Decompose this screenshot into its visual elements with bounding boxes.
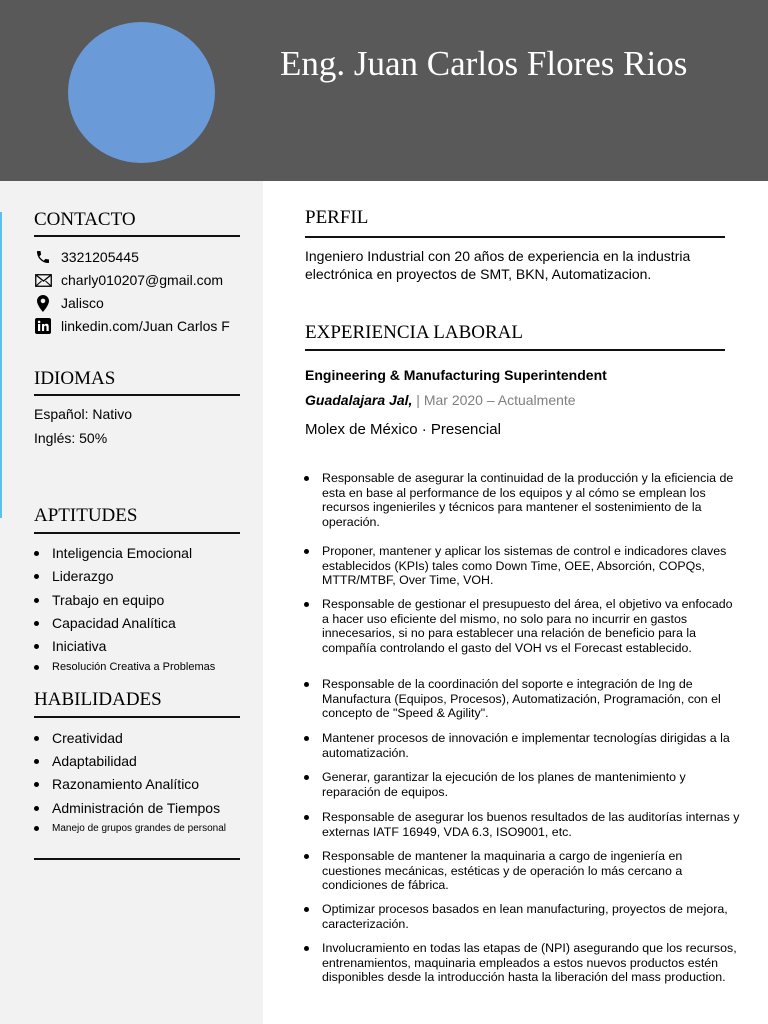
list-item: Generar, garantizar la ejecución de los planes de mantenimiento y reparación de equipos. bbox=[300, 770, 740, 799]
experiencia-divider bbox=[305, 349, 725, 351]
habilidades-divider bbox=[34, 716, 240, 718]
linkedin-icon bbox=[34, 317, 52, 335]
contact-email-text: charly010207@gmail.com bbox=[61, 272, 224, 288]
list-item: Mantener procesos de innovación e implementar tecnologías dirigidas a la automatización. bbox=[300, 731, 740, 760]
aptitudes-title: APTITUDES bbox=[34, 505, 138, 526]
list-item: Adaptabilidad bbox=[34, 753, 137, 769]
list-item: Proponer, mantener y aplicar los sistemas de control e indicadores claves establecidos (KPIs) tales como Down Time, OEE, Absorción, COPQs, MTTR/MTBF, Over Time, VOH. bbox=[300, 544, 740, 588]
aptitudes-divider bbox=[34, 532, 240, 534]
contact-email bbox=[34, 270, 223, 290]
job-date: | Mar 2020 – Actualmente bbox=[416, 392, 576, 408]
contact-location bbox=[34, 293, 104, 313]
list-item: Inteligencia Emocional bbox=[34, 545, 192, 561]
sidebar-accent-line bbox=[0, 212, 2, 518]
mail-icon bbox=[34, 271, 52, 289]
list-item: Razonamiento Analítico bbox=[34, 776, 199, 792]
contact-linkedin-text: linkedin.com/Juan Carlos F bbox=[61, 318, 230, 334]
list-item: Capacidad Analítica bbox=[34, 615, 176, 631]
list-item: Responsable de asegurar la continuidad de la producción y la eficiencia de esta en base al performance de los equipos y al cómo se emplean los recursos ingenieriles y técnicos para mantener el sostenimiento de la operación. bbox=[300, 471, 740, 529]
perfil-text: Ingeniero Industrial con 20 años de experiencia en la industria electrónica en proyectos de SMT, BKN, Automatizacion. bbox=[305, 248, 691, 282]
perfil-title: PERFIL bbox=[305, 207, 369, 228]
list-item: Administración de Tiempos bbox=[34, 800, 220, 816]
idiomas-divider bbox=[34, 394, 240, 396]
list-item: Trabajo en equipo bbox=[34, 592, 164, 608]
contact-divider bbox=[34, 235, 240, 237]
job-location bbox=[305, 392, 576, 408]
contact-phone bbox=[34, 247, 139, 267]
idiomas-item: Español: Nativo bbox=[34, 406, 133, 422]
contact-title: CONTACTO bbox=[34, 209, 136, 230]
job-title: Engineering & Manufacturing Superintendent bbox=[305, 367, 607, 383]
list-item: Creatividad bbox=[34, 730, 123, 746]
sidebar-end-divider bbox=[34, 858, 240, 860]
list-item: Responsable de mantener la maquinaria a cargo de ingeniería en cuestiones mecánicas, estéticas y de operación lo más cercano a condiciones de fábrica. bbox=[300, 849, 740, 893]
list-item: Manejo de grupos grandes de personal bbox=[34, 823, 226, 834]
idiomas-item: Inglés: 50% bbox=[34, 430, 108, 446]
contact-phone-text: 3321205445 bbox=[61, 249, 139, 265]
list-item: Involucramiento en todas las etapas de (NPI) asegurando que los recursos, entrenamientos, maquinaria empleados a estos nuevos productos estén disponibles desde la introducción hasta la liberación del mass production. bbox=[300, 941, 740, 985]
idiomas-title: IDIOMAS bbox=[34, 368, 116, 389]
experiencia-title: EXPERIENCIA LABORAL bbox=[305, 322, 523, 343]
list-item: Liderazgo bbox=[34, 568, 114, 584]
contact-linkedin bbox=[34, 316, 230, 336]
list-item: Responsable de la coordinación del soporte e integración de Ing de Manufactura (Equipos, Procesos), Automatización, Programación, con el concepto de "Speed & Agility". bbox=[300, 677, 740, 721]
job-company: Molex de México · Presencial bbox=[305, 421, 501, 438]
avatar bbox=[68, 22, 215, 163]
list-item: Resolución Creativa a Problemas bbox=[34, 661, 215, 673]
job-place: Guadalajara Jal, bbox=[305, 392, 413, 408]
perfil-divider bbox=[305, 236, 725, 238]
list-item: Optimizar procesos basados en lean manufacturing, proyectos de mejora, caracterización. bbox=[300, 902, 740, 931]
list-item: Responsable de asegurar los buenos resultados de las auditorías internas y externas IATF 16949, VDA 6.3, ISO9001, etc. bbox=[300, 810, 740, 839]
phone-icon bbox=[34, 248, 52, 266]
habilidades-title: HABILIDADES bbox=[34, 689, 162, 710]
list-item: Responsable de gestionar el presupuesto del área, el objetivo va enfocado a hacer uso eficiente del mismo, no solo para no incurrir en gastos innecesarios, si no para establecer una relación de beneficio para la compañía controlando el gasto del VOH vs el Forecast establecido. bbox=[300, 597, 740, 655]
location-pin-icon bbox=[34, 294, 52, 312]
contact-location-text: Jalisco bbox=[61, 295, 104, 311]
list-item: Iniciativa bbox=[34, 638, 106, 654]
page-title: Eng. Juan Carlos Flores Rios bbox=[280, 44, 688, 83]
